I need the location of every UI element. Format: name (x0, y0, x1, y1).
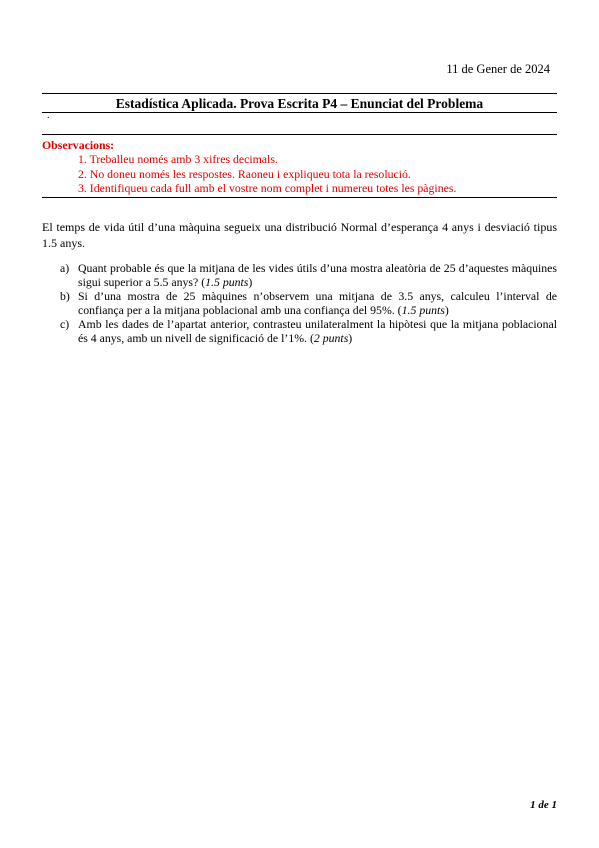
question-points: 2 punts (313, 330, 349, 345)
observations-title: Observacions: (42, 138, 115, 152)
question-item-a (60, 262, 557, 289)
question-text: Quant probable és que la mitjana de les vides útils d’una mostra aleatòria de 25 d’aquestes màquines sigui superior a 5.5 anys? ( (78, 261, 557, 289)
placeholder-dot: . (47, 110, 50, 121)
question-item-c (60, 318, 557, 345)
exam-title: Estadística Aplicada. Prova Escrita P4 – Enunciat del Problema (115, 96, 484, 111)
observations-block (42, 138, 557, 196)
question-letter: a) (60, 261, 70, 275)
problem-statement: El temps de vida útil d’una màquina segueix una distribució Normal d’esperança 4 anys i desviació tipus 1.5 anys. (42, 220, 557, 250)
title-top-rule (42, 93, 557, 94)
question-item-b (60, 290, 557, 317)
exam-date: 11 de Gener de 2024 (446, 62, 550, 76)
question-close: ) (248, 274, 253, 289)
question-points: 1.5 punts (205, 274, 249, 289)
question-points: 1.5 punts (401, 302, 445, 317)
question-text: Amb les dades de l’apartat anterior, contrasteu unilateralment la hipòtesi que la mitjana poblacional és 4 anys, amb un nivell de significació de l’1%. ( (78, 317, 557, 345)
observation-item: 2. No doneu només les respostes. Raoneu i expliqueu tota la resolució. (78, 166, 411, 181)
question-close: ) (348, 330, 353, 345)
observations-list (42, 152, 557, 196)
question-letter: b) (60, 289, 70, 303)
title-bottom-rule (42, 112, 557, 113)
observations-top-rule (42, 134, 557, 135)
observations-bottom-rule (42, 197, 557, 198)
question-text: Si d’una mostra de 25 màquines n’observem una mitjana de 3.5 anys, calculeu l’interval de confiança per a la mitjana poblacional amb una confiança del 95%. ( (78, 289, 557, 317)
observation-item: 3. Identifiqueu cada full amb el vostre nom complet i numereu totes les pàgines. (78, 181, 457, 195)
questions-list (60, 262, 557, 346)
question-letter: c) (60, 317, 70, 331)
observation-item: 1. Treballeu només amb 3 xifres decimals. (78, 152, 278, 166)
page-number: 1 de 1 (530, 799, 557, 811)
question-close: ) (444, 302, 449, 317)
